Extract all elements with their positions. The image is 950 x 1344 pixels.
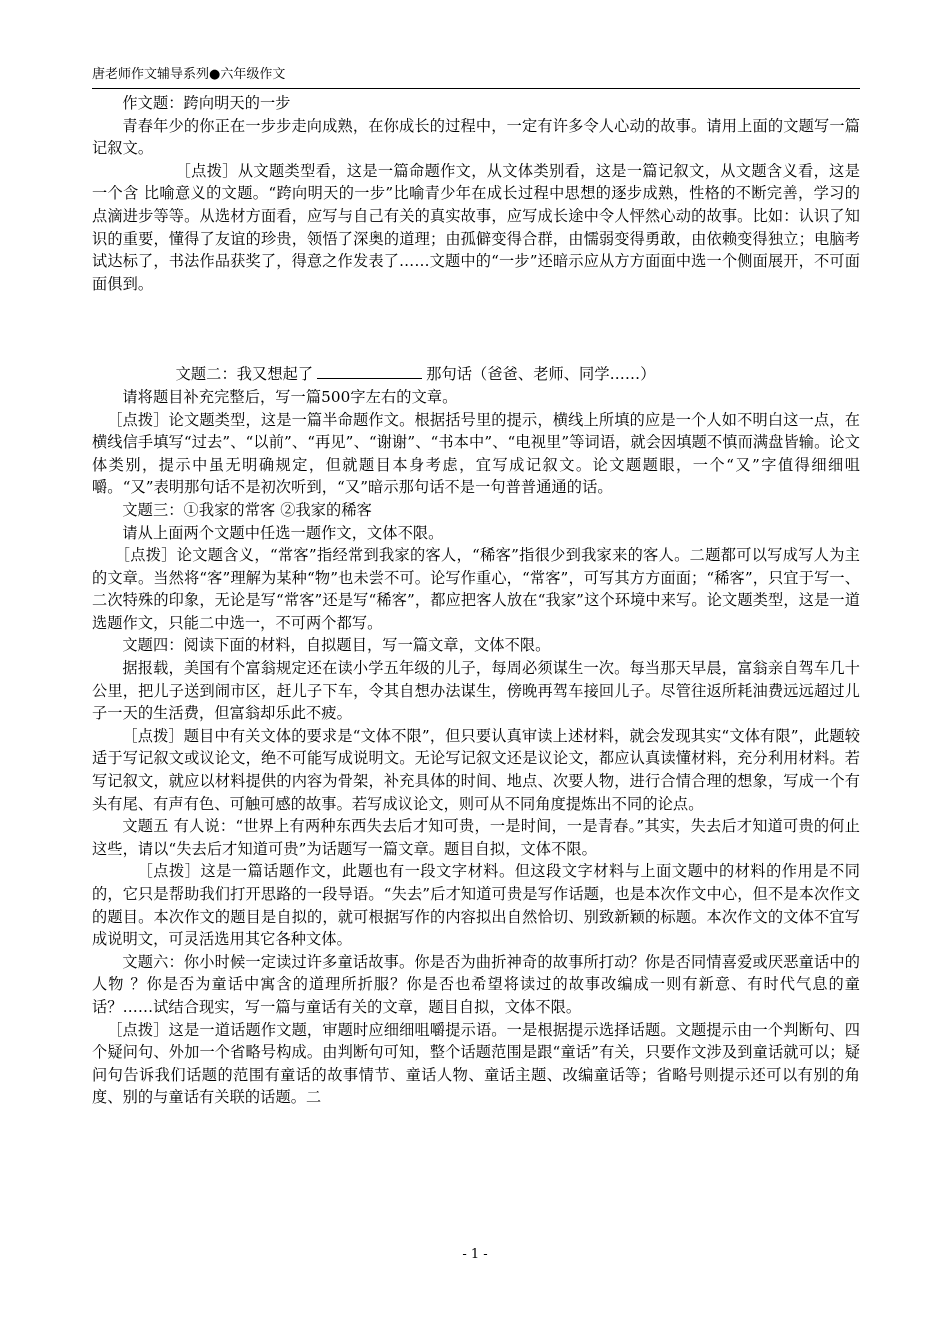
q1-tip: ［点拨］从文题类型看，这是一篇命题作文，从文体类别看，这是一篇记叙文，从文题含义看，这是一个含 比喻意义的文题。“跨向明天的一步”比喻青少年在成长过程中思想的逐步成熟，性格的不断完善，学习的点滴进步等等。从选材方面看，应写与自己有关的真实故事，应写成长途中令人怦然心动的故事。比如：认识了知识的重要，懂得了友谊的珍贵，领悟了深奥的道理；由孤僻变得合群，由懦弱变得勇敢，由依赖变得独立；电脑考试达标了，书法作品获奖了，得意之作发表了……文题中的“一步”还暗示应从方方面面中选一个侧面展开，不可面面俱到。 — [92, 161, 860, 293]
header-title: 唐老师作文辅导系列●六年级作文 — [92, 67, 286, 82]
page-number: - 1 - — [462, 1247, 488, 1262]
q2-title-part-b: 那句话（爸爸、老师、同学……） — [426, 365, 656, 384]
q5-tip: ［点拨］这是一篇话题作文，此题也有一段文字材料。但这段文字材料与上面文题中的材料的作用是不同的，它只是帮助我们打开思路的一段导语。“失去”后才知道可贵是写作话题，也是本次作文中心，但不是本次作文的题目。本次作文的题目是自拟的，就可根据写作的内容拟出自然恰切、别致新颖的标题。本次作文的文体不宜写成说明文，可灵活选用其它各种文体。 — [92, 862, 860, 949]
page-header — [92, 66, 860, 89]
document-body — [92, 92, 860, 1109]
q5-title: 文题五 有人说：“世界上有两种东西失去后才知可贵，一是时间，一是青春。”其实，失去后才知道可贵的何止这些，请以“失去后才知道可贵”为话题写一篇文章。题目自拟，文体不限。 — [92, 817, 860, 858]
q2-tip: ［点拨］论文题类型，这是一篇半命题作文。根据括号里的提示，横线上所填的应是一个人如不明白这一点，在横线信手填写“过去”、“以前”、“再见”、“谢谢”、“书本中”、“电视里”等词语，就会因填题不慎而满盘皆输。论文体类别，提示中虽无明确规定，但就题目本身考虑，宜写成记叙文。论文题题眼，一个“又”字值得细细咀嚼。“又”表明那句话不是初次听到，“又”暗示那句话不是一句普普通通的话。 — [92, 410, 860, 497]
q3-title: 文题三：①我家的常客 ②我家的稀客 — [122, 500, 372, 519]
q6-tip: ［点拨］这是一道话题作文题，审题时应细细咀嚼提示语。一是根据提示选择话题。文题提示由一个判断句、四个疑问句、外加一个省略号构成。由判断句可知，整个话题范围是跟“童话”有关，只要作文涉及到童话就可以；疑问句告诉我们话题的范围有童话的故事情节、童话人物、童话主题、改编童话等；省略号则提示还可以有别的角度、别的与童话有关联的话题。二 — [92, 1020, 860, 1107]
q6-title: 文题六：你小时候一定读过许多童话故事。你是否为曲折神奇的故事所打动？你是否同情喜爱或厌恶童话中的人物 ？你是否为童话中寓含的道理所折服？你是否也希望将读过的故事改编成一则有新意、有时代气息的童话？……试结合现实，写一篇与童话有关的文章，题目自拟，文体不限。 — [92, 952, 860, 1016]
q2-prompt: 请将题目补充完整后，写一篇500字左右的文章。 — [122, 387, 458, 406]
q3-tip: ［点拨］论文题含义，“常客”指经常到我家的客人，“稀客”指很少到我家来的客人。二题都可以写成写人为主的文章。当然将“客”理解为某种“物”也未尝不可。论写作重心，“常客”，可写其方方面面；“稀客”，只宜于写一、二次特殊的印象，无论是写“常客”还是写“稀客”，都应把客人放在“我家”这个环境中来写。论文题类型，这是一道选题作文，只能二中选一，不可两个都写。 — [92, 546, 860, 632]
q4-material: 据报载，美国有个富翁规定还在读小学五年级的儿子，每周必须谋生一次。每当那天早晨，富翁亲自驾车几十公里，把儿子送到闹市区，赶儿子下车，令其自想办法谋生，傍晚再驾车接回儿子。尽管往返所耗油费远远超过儿子一天的生活费，但富翁却乐此不疲。 — [92, 659, 860, 723]
q3-prompt: 请从上面两个文题中任选一题作文，文体不限。 — [122, 523, 444, 542]
q2-title-part-a: 文题二：我又想起了 — [175, 365, 314, 384]
q2-title — [92, 363, 860, 386]
section-gap — [92, 295, 860, 363]
q4-title: 文题四：阅读下面的材料，自拟题目，写一篇文章，文体不限。 — [122, 636, 551, 655]
q1-title: 作文题：跨向明天的一步 — [122, 94, 291, 112]
q4-tip: ［点拨］题目中有关文体的要求是“文体不限”，但只要认真审读上述材料，就会发现其实“文体有限”，此题较适于写记叙文或议论文，绝不可能写成说明文。无论写记叙文还是议论文，都应认真读懂材料，充分利用材料。若写记叙文，就应以材料提供的内容为骨架，补充具体的时间、地点、次要人物，进行合情合理的想象，写成一个有头有尾、有声有色、可触可感的故事。若写成议论文，则可从不同角度提炼出不同的论点。 — [92, 726, 860, 813]
fill-in-blank-line — [317, 364, 422, 379]
q1-prompt: 青春年少的你正在一步步走向成熟，在你成长的过程中，一定有许多令人心动的故事。请用上面的文题写一篇记叙文。 — [92, 116, 860, 158]
